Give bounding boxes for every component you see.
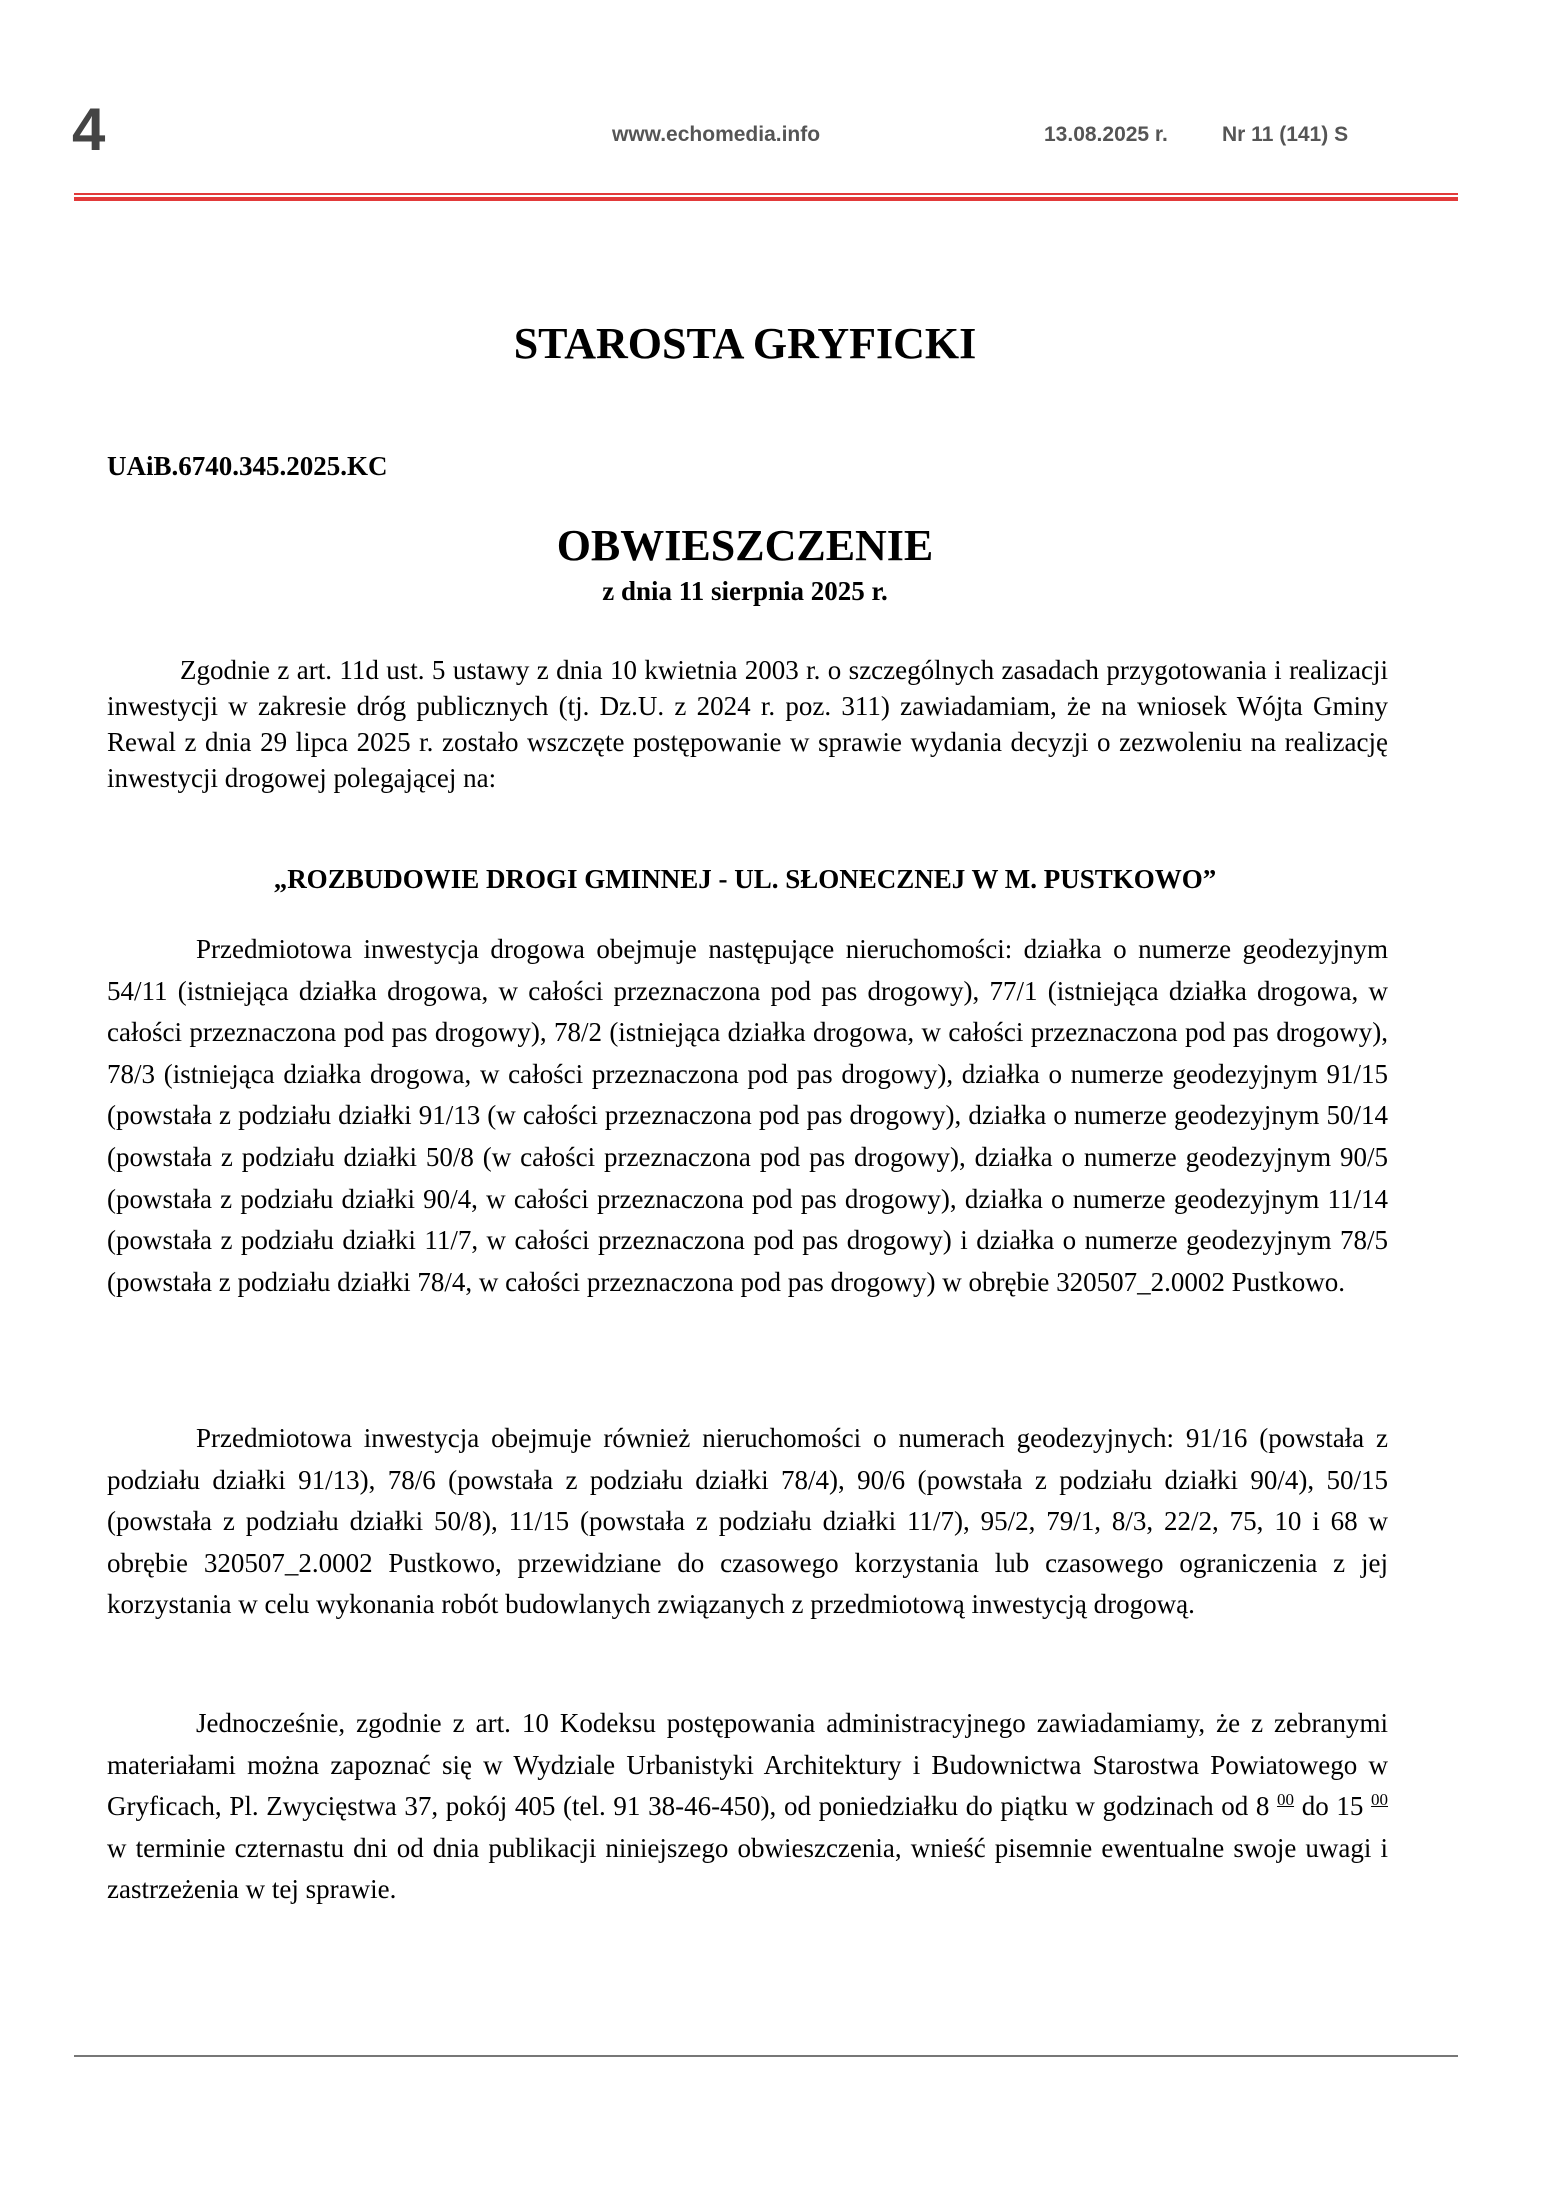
body-paragraph-temporary-use: Przedmiotowa inwestycja obejmuje również nieruchomości o numerach geodezyjnych: 91/16 (powstała z podziału działki 91/13), 78/6 (powstała z podziału działki 78/4), 90/6 (powstała z podziału działki 90/4), 50/15 (powstała z podziału działki 50/8), 11/15 (powstała z podziału działki 11/7), 95/2, 79/1, 8/3, 22/2, 75, 10 i 68 w obrębie 320507_2.0002 Pustkowo, przewidziane do czasowego korzystania lub czasowego ograniczenia z jej korzystania w celu wykonania robót budowlanych związanych z przedmiotową inwestycją drogową. bbox=[107, 1423, 1388, 1620]
header-website: www.echomedia.info bbox=[612, 123, 821, 146]
body-paragraph-consultation bbox=[107, 1703, 1388, 1911]
hour-start-minutes: 00 bbox=[1277, 1790, 1295, 1810]
header-issue: Nr 11 (141) S bbox=[1222, 123, 1349, 146]
header-rule bbox=[74, 193, 1458, 201]
notice-date: z dnia 11 sierpnia 2025 r. bbox=[602, 576, 888, 606]
header-rule-thick bbox=[74, 197, 1458, 201]
body-paragraph-properties: Przedmiotowa inwestycja drogowa obejmuje następujące nieruchomości: działka o numerze geodezyjnym 54/11 (istniejąca działka drogowa, w całości przeznaczona pod pas drogowy), 77/1 (istniejąca działka drogowa, w całości przeznaczona pod pas drogowy), 78/2 (istniejąca działka drogowa, w całości przeznaczona pod pas drogowy), 78/3 (istniejąca działka drogowa, w całości przeznaczona pod pas drogowy), działka o numerze geodezyjnym 91/15 (powstała z podziału działki 91/13 (w całości przeznaczona pod pas drogowy), działka o numerze geodezyjnym 50/14 (powstała z podziału działki 50/8 (w całości przeznaczona pod pas drogowy), działka o numerze geodezyjnym 90/5 (powstała z podziału działki 90/4, w całości przeznaczona pod pas drogowy), działka o numerze geodezyjnym 11/14 (powstała z podziału działki 11/7, w całości przeznaczona pod pas drogowy) i działka o numerze geodezyjnym 78/5 (powstała z podziału działki 78/4, w całości przeznaczona pod pas drogowy) w obrębie 320507_2.0002 Pustkowo. bbox=[107, 934, 1388, 1297]
hour-end-minutes: 00 bbox=[1371, 1790, 1389, 1810]
case-number: UAiB.6740.345.2025.KC bbox=[107, 451, 388, 481]
header-rule-thin bbox=[74, 193, 1458, 195]
header-date: 13.08.2025 r. bbox=[1044, 123, 1168, 146]
intro-paragraph: Zgodnie z art. 11d ust. 5 ustawy z dnia 10 kwietnia 2003 r. o szczególnych zasadach przygotowania i realizacji inwestycji w zakresie dróg publicznych (tj. Dz.U. z 2024 r. poz. 311) zawiadamiam, że na wniosek Wójta Gminy Rewal z dnia 29 lipca 2025 r. zostało wszczęte postępowanie w sprawie wydania decyzji o zezwoleniu na realizację inwestycji drogowej polegającej na: bbox=[107, 655, 1388, 793]
consultation-text-part-3: w terminie czternastu dni od dnia publikacji niniejszego obwieszczenia, wnieść pisemnie ewentualne swoje uwagi i zastrzeżenia w tej sprawie. bbox=[107, 1832, 1388, 1905]
consultation-text-part-2: do 15 bbox=[1301, 1791, 1364, 1822]
page-number: 4 bbox=[72, 96, 106, 163]
footer-rule bbox=[74, 2055, 1458, 2057]
project-name: „ROZBUDOWIE DROGI GMINNEJ - UL. SŁONECZNEJ W M. PUSTKOWO” bbox=[273, 864, 1217, 894]
notice-title: OBWIESZCZENIE bbox=[556, 521, 934, 570]
consultation-text-part-1: Jednocześnie, zgodnie z art. 10 Kodeksu postępowania administracyjnego zawiadamiamy, że z zebranymi materiałami można zapoznać się w Wydziale Urbanistyki Architektury i Budownictwa Starostwa Powiatowego w Gryficach, Pl. Zwycięstwa 37, pokój 405 (tel. 91 38-46-450), od poniedziałku do piątku w godzinach od 8 bbox=[107, 1708, 1388, 1822]
issuer-heading: STAROSTA GRYFICKI bbox=[513, 319, 977, 368]
